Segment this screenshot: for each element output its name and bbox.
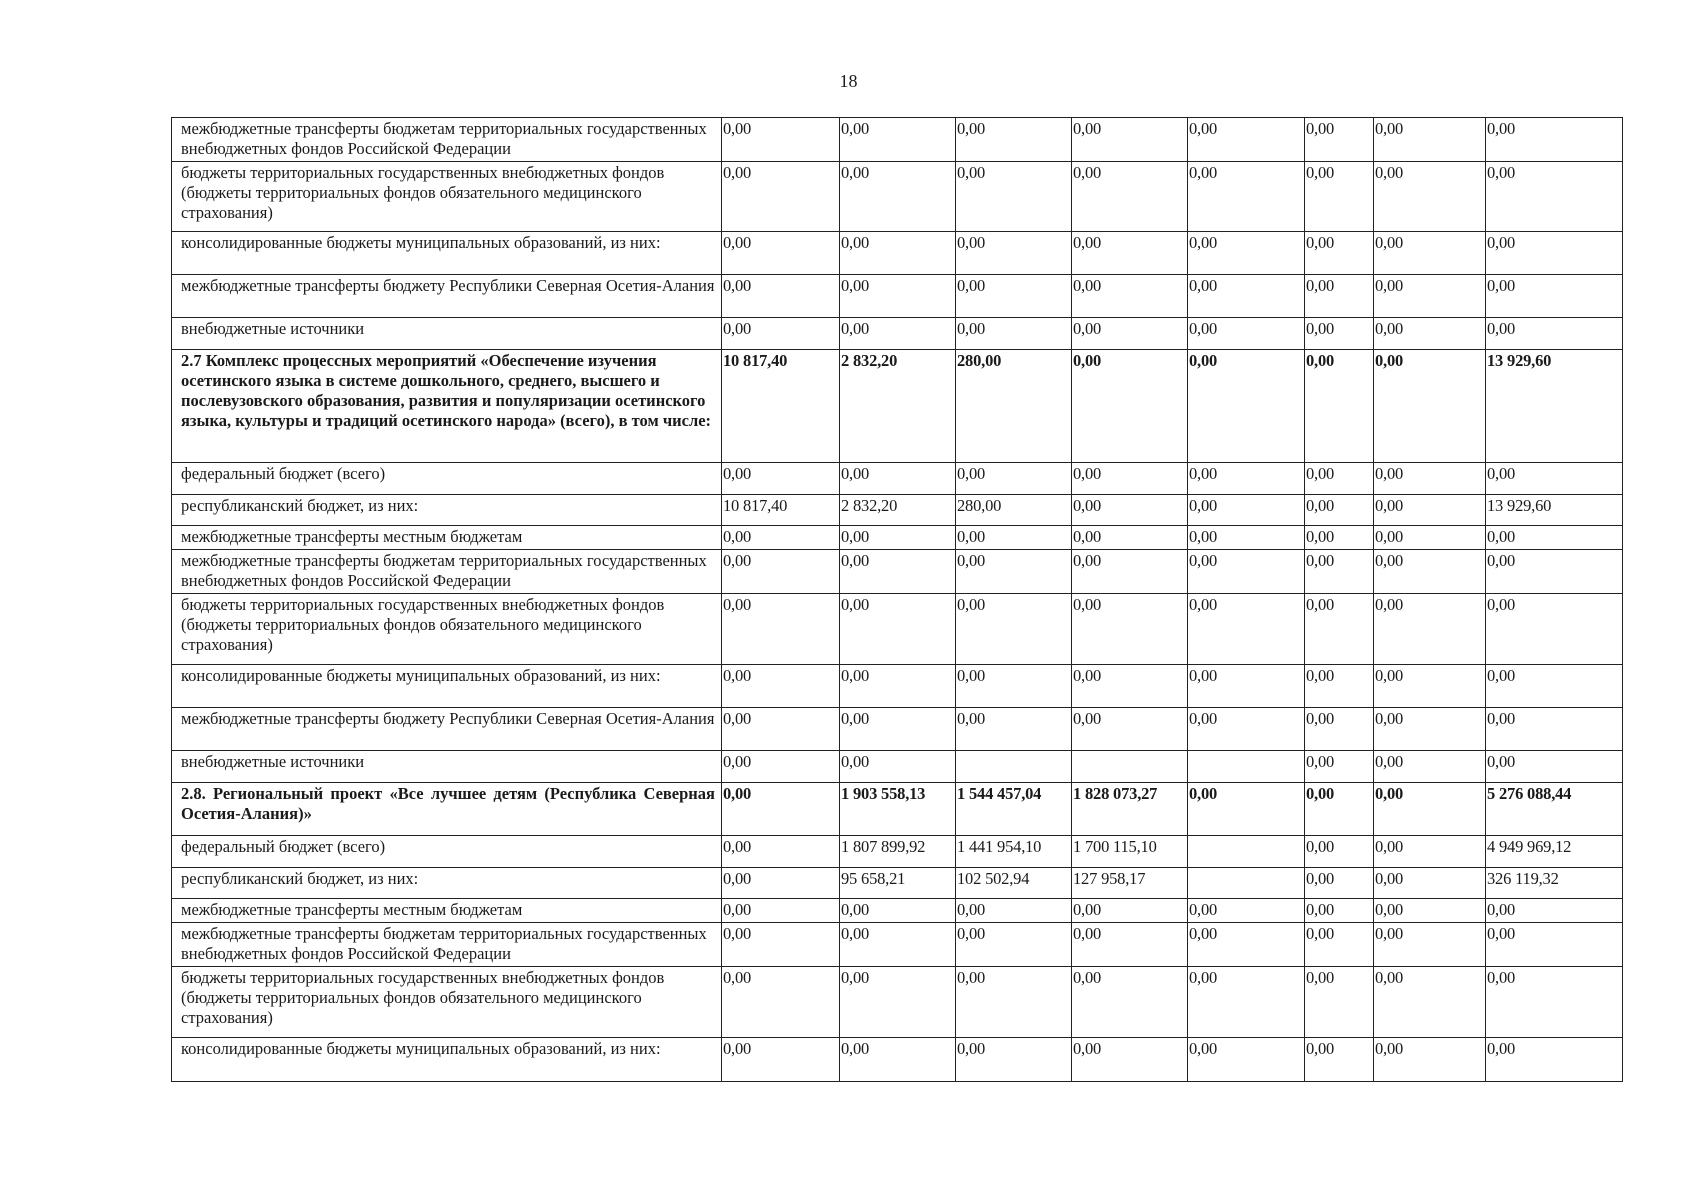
table-row (172, 899, 1623, 923)
value-cell: 0,00 (722, 751, 840, 783)
value-cell: 0,00 (1072, 118, 1188, 162)
value-cell: 0,00 (1072, 594, 1188, 665)
value-cell: 2 832,20 (840, 350, 956, 463)
value-cell: 0,00 (1486, 1038, 1623, 1082)
value-cell: 0,00 (722, 463, 840, 495)
value-cell: 1 544 457,04 (956, 783, 1072, 836)
value-cell: 0,00 (1374, 526, 1486, 550)
table-row (172, 783, 1623, 836)
value-cell: 0,00 (1374, 899, 1486, 923)
value-cell: 0,00 (1305, 1038, 1374, 1082)
value-cell: 0,00 (1486, 118, 1623, 162)
value-cell: 0,00 (1374, 751, 1486, 783)
value-cell: 0,00 (1188, 495, 1305, 526)
value-cell: 0,00 (1188, 594, 1305, 665)
value-cell (956, 751, 1072, 783)
value-cell: 0,00 (956, 967, 1072, 1038)
value-cell: 0,00 (1072, 899, 1188, 923)
value-cell (1188, 751, 1305, 783)
value-cell: 0,00 (840, 162, 956, 232)
value-cell: 0,00 (1188, 783, 1305, 836)
value-cell: 0,00 (1188, 275, 1305, 318)
value-cell: 0,00 (1374, 594, 1486, 665)
row-label: межбюджетные трансферты бюджету Республики Северная Осетия-Алания (172, 708, 722, 751)
row-label: бюджеты территориальных государственных внебюджетных фондов (бюджеты территориальных фондов обязательного медицинского страхования) (172, 162, 722, 232)
value-cell: 0,00 (722, 232, 840, 275)
row-label: межбюджетные трансферты бюджету Республики Северная Осетия-Алания (172, 275, 722, 318)
table-row (172, 118, 1623, 162)
row-label: федеральный бюджет (всего) (172, 836, 722, 868)
value-cell: 0,00 (840, 318, 956, 350)
value-cell: 280,00 (956, 350, 1072, 463)
value-cell: 0,00 (840, 967, 956, 1038)
value-cell: 0,00 (1072, 967, 1188, 1038)
table-row (172, 836, 1623, 868)
value-cell: 0,00 (1305, 899, 1374, 923)
value-cell: 280,00 (956, 495, 1072, 526)
value-cell: 0,00 (840, 526, 956, 550)
row-label: консолидированные бюджеты муниципальных образований, из них: (172, 232, 722, 275)
value-cell: 0,00 (722, 318, 840, 350)
value-cell: 0,00 (1188, 463, 1305, 495)
row-label: федеральный бюджет (всего) (172, 463, 722, 495)
row-label: республиканский бюджет, из них: (172, 868, 722, 899)
value-cell: 0,00 (1374, 318, 1486, 350)
row-label: межбюджетные трансферты бюджетам территориальных государственных внебюджетных фондов Российской Федерации (172, 118, 722, 162)
table-row (172, 526, 1623, 550)
value-cell: 0,00 (1305, 708, 1374, 751)
value-cell: 0,00 (1374, 923, 1486, 967)
value-cell: 10 817,40 (722, 350, 840, 463)
value-cell: 0,00 (840, 232, 956, 275)
value-cell: 0,00 (1305, 463, 1374, 495)
value-cell: 0,00 (1305, 868, 1374, 899)
value-cell: 0,00 (1072, 708, 1188, 751)
value-cell: 0,00 (1305, 550, 1374, 594)
value-cell: 0,00 (1486, 751, 1623, 783)
value-cell: 0,00 (1072, 1038, 1188, 1082)
value-cell: 0,00 (722, 594, 840, 665)
value-cell: 0,00 (722, 526, 840, 550)
value-cell: 0,00 (956, 899, 1072, 923)
value-cell: 0,00 (1072, 232, 1188, 275)
value-cell: 0,00 (1305, 836, 1374, 868)
value-cell: 0,00 (1374, 665, 1486, 708)
value-cell: 0,00 (1374, 232, 1486, 275)
value-cell: 0,00 (956, 463, 1072, 495)
table-row (172, 708, 1623, 751)
table-row (172, 594, 1623, 665)
value-cell: 0,00 (1072, 275, 1188, 318)
row-label: бюджеты территориальных государственных внебюджетных фондов (бюджеты территориальных фондов обязательного медицинского страхования) (172, 594, 722, 665)
table-body (172, 118, 1623, 1082)
value-cell: 0,00 (956, 550, 1072, 594)
value-cell: 0,00 (1188, 1038, 1305, 1082)
value-cell: 1 807 899,92 (840, 836, 956, 868)
row-label: консолидированные бюджеты муниципальных образований, из них: (172, 665, 722, 708)
value-cell: 0,00 (1305, 526, 1374, 550)
value-cell: 13 929,60 (1486, 495, 1623, 526)
value-cell: 0,00 (1374, 708, 1486, 751)
table-row (172, 495, 1623, 526)
value-cell: 0,00 (1374, 1038, 1486, 1082)
value-cell: 0,00 (956, 594, 1072, 665)
table-row (172, 665, 1623, 708)
value-cell: 0,00 (722, 162, 840, 232)
table-row (172, 275, 1623, 318)
value-cell: 0,00 (840, 708, 956, 751)
value-cell: 0,00 (956, 275, 1072, 318)
value-cell: 1 441 954,10 (956, 836, 1072, 868)
value-cell: 0,00 (1188, 118, 1305, 162)
value-cell: 0,00 (1188, 923, 1305, 967)
value-cell: 0,00 (1486, 318, 1623, 350)
value-cell: 0,00 (1305, 923, 1374, 967)
value-cell: 0,00 (956, 118, 1072, 162)
value-cell: 0,00 (840, 463, 956, 495)
value-cell: 0,00 (1486, 899, 1623, 923)
table-row (172, 967, 1623, 1038)
row-label: межбюджетные трансферты местным бюджетам (172, 526, 722, 550)
page-number: 18 (839, 71, 858, 91)
value-cell (1072, 751, 1188, 783)
value-cell: 0,00 (722, 967, 840, 1038)
value-cell: 0,00 (1072, 550, 1188, 594)
value-cell: 10 817,40 (722, 495, 840, 526)
value-cell: 0,00 (1486, 162, 1623, 232)
value-cell: 0,00 (1486, 550, 1623, 594)
value-cell: 0,00 (1486, 594, 1623, 665)
value-cell: 0,00 (722, 708, 840, 751)
value-cell: 0,00 (840, 665, 956, 708)
value-cell: 0,00 (1374, 495, 1486, 526)
value-cell: 0,00 (840, 899, 956, 923)
row-label: межбюджетные трансферты местным бюджетам (172, 899, 722, 923)
value-cell: 0,00 (1305, 275, 1374, 318)
value-cell: 0,00 (840, 550, 956, 594)
value-cell: 0,00 (1374, 836, 1486, 868)
value-cell: 0,00 (1305, 967, 1374, 1038)
value-cell: 0,00 (1486, 232, 1623, 275)
value-cell: 0,00 (1188, 526, 1305, 550)
value-cell: 0,00 (722, 275, 840, 318)
value-cell: 0,00 (1486, 708, 1623, 751)
value-cell: 0,00 (1072, 162, 1188, 232)
value-cell: 0,00 (1305, 350, 1374, 463)
row-label: 2.7 Комплекс процессных мероприятий «Обеспечение изучения осетинского языка в системе дошкольного, среднего, высшего и послевузовского образования, развития и популяризации осетинского языка, культуры и традиций осетинского народа» (всего), в том числе: (172, 350, 722, 463)
value-cell: 0,00 (956, 923, 1072, 967)
value-cell: 0,00 (1305, 665, 1374, 708)
value-cell: 0,00 (1188, 232, 1305, 275)
value-cell: 0,00 (722, 836, 840, 868)
table-row (172, 1038, 1623, 1082)
table-row (172, 550, 1623, 594)
value-cell: 0,00 (1486, 275, 1623, 318)
row-label: 2.8. Региональный проект «Все лучшее детям (Республика Северная Осетия-Алания)» (172, 783, 722, 836)
value-cell: 0,00 (1374, 783, 1486, 836)
value-cell: 0,00 (956, 1038, 1072, 1082)
value-cell: 0,00 (1188, 318, 1305, 350)
value-cell: 0,00 (722, 1038, 840, 1082)
value-cell: 0,00 (840, 118, 956, 162)
value-cell: 0,00 (1305, 495, 1374, 526)
row-label: внебюджетные источники (172, 318, 722, 350)
value-cell: 0,00 (1188, 550, 1305, 594)
value-cell: 0,00 (840, 751, 956, 783)
value-cell: 0,00 (956, 526, 1072, 550)
row-label: республиканский бюджет, из них: (172, 495, 722, 526)
value-cell: 0,00 (1072, 495, 1188, 526)
table-row (172, 868, 1623, 899)
value-cell: 0,00 (1188, 162, 1305, 232)
value-cell: 0,00 (1486, 923, 1623, 967)
value-cell: 0,00 (722, 868, 840, 899)
table-row (172, 232, 1623, 275)
value-cell: 0,00 (956, 162, 1072, 232)
value-cell: 0,00 (1305, 162, 1374, 232)
value-cell: 0,00 (722, 550, 840, 594)
table-row (172, 318, 1623, 350)
value-cell (1188, 868, 1305, 899)
row-label: консолидированные бюджеты муниципальных образований, из них: (172, 1038, 722, 1082)
budget-table (171, 117, 1623, 1082)
value-cell: 2 832,20 (840, 495, 956, 526)
value-cell: 0,00 (1072, 665, 1188, 708)
value-cell: 0,00 (1188, 967, 1305, 1038)
value-cell: 0,00 (1072, 923, 1188, 967)
value-cell: 1 903 558,13 (840, 783, 956, 836)
value-cell: 0,00 (1305, 232, 1374, 275)
value-cell: 0,00 (722, 118, 840, 162)
row-label: бюджеты территориальных государственных внебюджетных фондов (бюджеты территориальных фондов обязательного медицинского страхования) (172, 967, 722, 1038)
value-cell: 127 958,17 (1072, 868, 1188, 899)
value-cell: 0,00 (722, 923, 840, 967)
table-row (172, 751, 1623, 783)
value-cell: 0,00 (956, 665, 1072, 708)
value-cell: 4 949 969,12 (1486, 836, 1623, 868)
value-cell: 0,00 (1072, 526, 1188, 550)
value-cell: 0,00 (1188, 708, 1305, 751)
value-cell: 0,00 (1305, 118, 1374, 162)
row-label: внебюджетные источники (172, 751, 722, 783)
value-cell: 0,00 (1305, 783, 1374, 836)
value-cell: 0,00 (840, 275, 956, 318)
value-cell: 0,00 (722, 899, 840, 923)
table-row (172, 162, 1623, 232)
value-cell: 0,00 (1374, 118, 1486, 162)
value-cell (1188, 836, 1305, 868)
value-cell: 0,00 (1374, 162, 1486, 232)
value-cell: 0,00 (1188, 350, 1305, 463)
value-cell: 0,00 (956, 318, 1072, 350)
value-cell: 326 119,32 (1486, 868, 1623, 899)
value-cell: 0,00 (1374, 350, 1486, 463)
value-cell: 0,00 (956, 232, 1072, 275)
row-label: межбюджетные трансферты бюджетам территориальных государственных внебюджетных фондов Российской Федерации (172, 550, 722, 594)
value-cell: 0,00 (1188, 899, 1305, 923)
value-cell: 102 502,94 (956, 868, 1072, 899)
value-cell: 0,00 (1374, 868, 1486, 899)
value-cell: 0,00 (1486, 665, 1623, 708)
table-row (172, 463, 1623, 495)
value-cell: 0,00 (1486, 967, 1623, 1038)
value-cell: 0,00 (1374, 550, 1486, 594)
value-cell: 0,00 (840, 1038, 956, 1082)
value-cell: 0,00 (1486, 463, 1623, 495)
value-cell: 0,00 (840, 594, 956, 665)
value-cell: 0,00 (1374, 967, 1486, 1038)
value-cell: 0,00 (1072, 463, 1188, 495)
value-cell: 13 929,60 (1486, 350, 1623, 463)
table-row (172, 350, 1623, 463)
value-cell: 0,00 (1305, 594, 1374, 665)
value-cell: 0,00 (956, 708, 1072, 751)
value-cell: 0,00 (1072, 318, 1188, 350)
value-cell: 0,00 (1072, 350, 1188, 463)
value-cell: 95 658,21 (840, 868, 956, 899)
table-row (172, 923, 1623, 967)
value-cell: 1 828 073,27 (1072, 783, 1188, 836)
value-cell: 0,00 (840, 923, 956, 967)
value-cell: 0,00 (1374, 275, 1486, 318)
row-label: межбюджетные трансферты бюджетам территориальных государственных внебюджетных фондов Российской Федерации (172, 923, 722, 967)
value-cell: 0,00 (1305, 751, 1374, 783)
value-cell: 0,00 (1188, 665, 1305, 708)
value-cell: 5 276 088,44 (1486, 783, 1623, 836)
value-cell: 1 700 115,10 (1072, 836, 1188, 868)
value-cell: 0,00 (1305, 318, 1374, 350)
value-cell: 0,00 (1374, 463, 1486, 495)
value-cell: 0,00 (722, 665, 840, 708)
value-cell: 0,00 (1486, 526, 1623, 550)
value-cell: 0,00 (722, 783, 840, 836)
